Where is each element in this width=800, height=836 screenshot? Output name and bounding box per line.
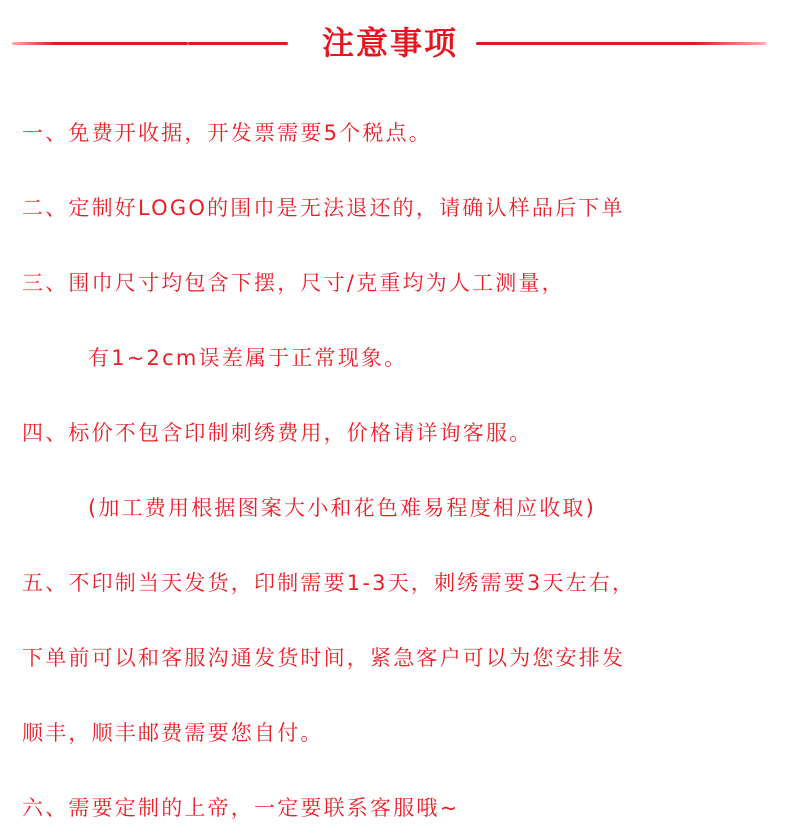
notice-item-4-note: (加工费用根据图案大小和花色难易程度相应收取) xyxy=(88,496,596,520)
header-divider-left-inner xyxy=(188,42,288,45)
header-divider-left xyxy=(12,42,188,45)
notice-item-5-continued-1: 下单前可以和客服沟通发货时间，紧急客户可以为您安排发 xyxy=(22,646,626,670)
notice-item-6: 六、需要定制的上帝，一定要联系客服哦~ xyxy=(22,796,460,820)
notice-item-4: 四、标价不包含印制刺绣费用，价格请详询客服。 xyxy=(22,421,533,445)
notice-header xyxy=(0,18,800,68)
page-title: 注意事项 xyxy=(321,24,458,62)
notice-item-1: 一、免费开收据，开发票需要5个税点。 xyxy=(22,121,432,145)
notice-item-5: 五、不印制当天发货，印制需要1-3天，刺绣需要3天左右， xyxy=(22,571,636,595)
notice-item-3: 三、围巾尺寸均包含下摆，尺寸/克重均为人工测量， xyxy=(22,271,565,295)
header-divider-right xyxy=(476,42,766,45)
notice-item-3-continued: 有1~2cm误差属于正常现象。 xyxy=(88,346,408,370)
notice-item-5-continued-2: 顺丰，顺丰邮费需要您自付。 xyxy=(22,721,324,745)
notice-item-2: 二、定制好LOGO的围巾是无法退还的，请确认样品后下单 xyxy=(22,196,625,220)
